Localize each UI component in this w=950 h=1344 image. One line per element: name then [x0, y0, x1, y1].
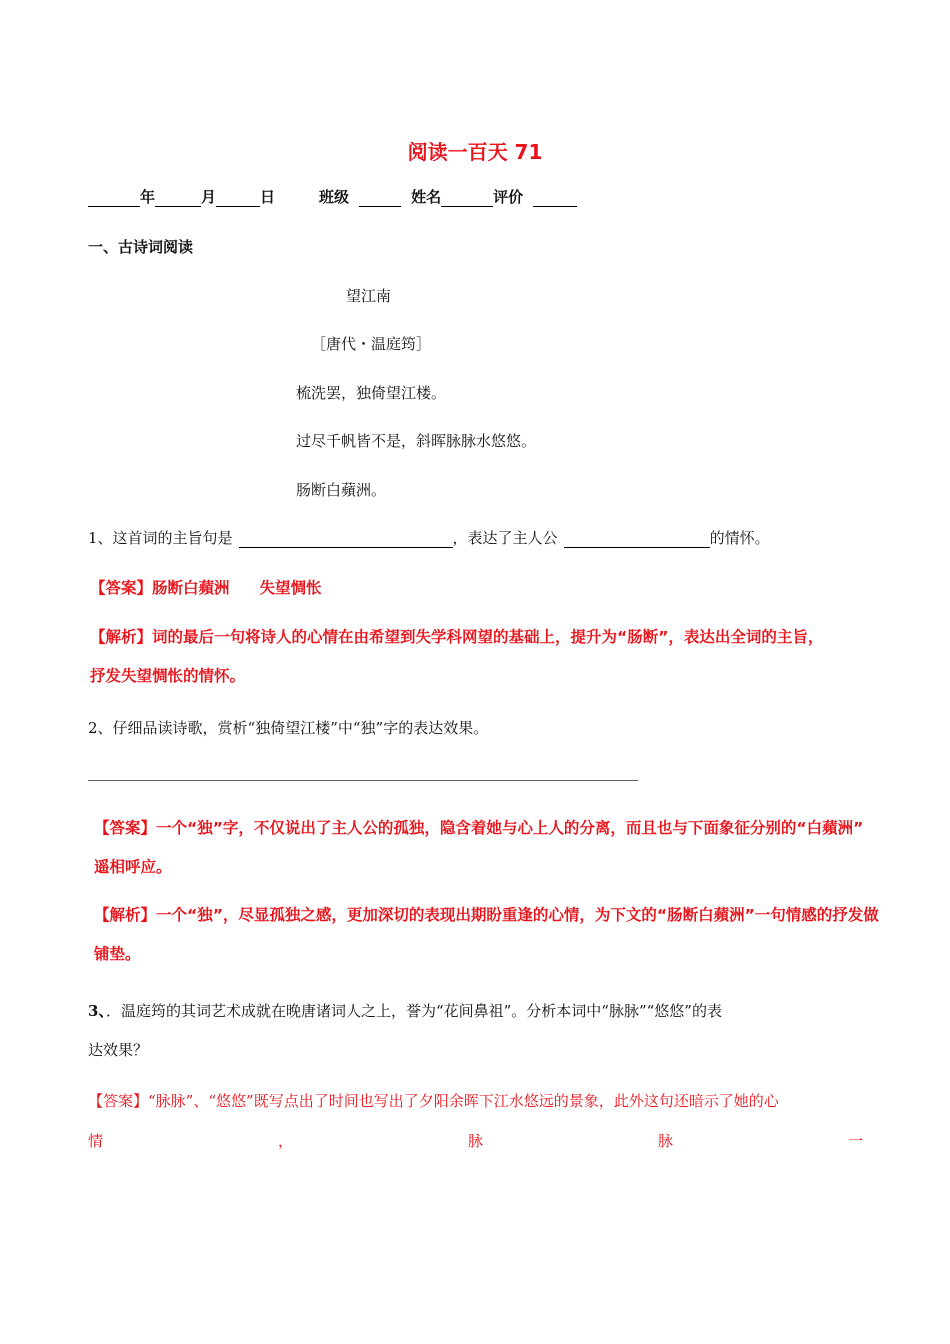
poem-line: 过尽千帆皆不是，斜晖脉脉水悠悠。 [296, 432, 537, 450]
analysis-tag: 【解析】 [94, 906, 157, 924]
q3-answer [88, 1090, 779, 1111]
q3-answer-word: 脉 [657, 1132, 673, 1150]
day-label: 日 [260, 188, 276, 206]
q3-answer-word: 一 [847, 1132, 863, 1150]
answer-tag: 【答案】 [88, 1092, 149, 1110]
question-3-cont: 达效果？ [88, 1041, 149, 1059]
q2-analysis-text: 一个“独”，尽显孤独之感，更加深切的表现出期盼重逢的心情，为下文的“肠断白蘋洲”一句情感的抒发做 [156, 906, 879, 924]
day-blank[interactable] [216, 190, 260, 207]
q3-number: 3、 [88, 1002, 106, 1020]
q3-text: ．温庭筠的其词艺术成就在晚唐诸词人之上，誉为“花间鼻祖”。分析本词中“脉脉”“悠悠”的表 [105, 1002, 722, 1020]
q1-text: ，表达了主人公 [452, 529, 558, 547]
q2-answer [94, 816, 863, 838]
question-2: 2、仔细品读诗歌，赏析“独倚望江楼”中“独”字的表达效果。 [88, 719, 489, 737]
poem-line: 肠断白蘋洲。 [296, 481, 387, 499]
poem-author: ［唐代・温庭筠］ [311, 335, 432, 353]
name-label: 姓名 [411, 188, 442, 206]
q3-answer-word: ， [277, 1132, 293, 1150]
q3-answer-cont [88, 1130, 863, 1151]
section-heading: 一、古诗词阅读 [88, 238, 194, 256]
q1-answer-a: 肠断白蘋洲 [152, 579, 230, 597]
year-label: 年 [140, 188, 156, 206]
class-blank[interactable] [359, 190, 401, 207]
q2-answer-cont: 遥相呼应。 [94, 858, 172, 876]
poem-line: 梳洗罢，独倚望江楼。 [296, 384, 447, 402]
q1-text: 的情怀。 [709, 529, 770, 547]
poem-title: 望江南 [346, 287, 392, 305]
q1-text: 1、这首词的主旨句是 [88, 529, 233, 547]
q1-blank-theme[interactable] [239, 531, 453, 548]
q2-answer-text: 一个“独”字，不仅说出了主人公的孤独，隐含着她与心上人的分离，而且也与下面象征分别的“白蘋洲” [156, 819, 864, 837]
name-blank[interactable] [441, 190, 493, 207]
q2-answer-line[interactable] [88, 780, 638, 781]
class-label: 班级 [319, 188, 350, 206]
answer-tag: 【答案】 [90, 579, 153, 597]
page-title: 阅读一百天 71 [407, 140, 543, 164]
q3-answer-word: 脉 [467, 1132, 483, 1150]
student-info-row [88, 186, 577, 207]
eval-label: 评价 [493, 188, 524, 206]
question-1 [88, 527, 770, 548]
question-3 [88, 1000, 722, 1021]
q3-answer-text: “脉脉”、“悠悠”既写点出了时间也写出了夕阳余晖下江水悠远的景象，此外这句还暗示了她的心 [148, 1092, 779, 1110]
q1-analysis [90, 625, 823, 647]
q1-analysis-cont: 抒发失望惆怅的情怀。 [90, 667, 246, 685]
answer-tag: 【答案】 [94, 819, 157, 837]
q2-analysis-cont: 铺垫。 [94, 945, 141, 963]
q1-answer-b: 失望惆怅 [259, 579, 322, 597]
month-label: 月 [201, 188, 217, 206]
q3-answer-word: 情 [88, 1132, 104, 1150]
eval-blank[interactable] [533, 190, 577, 207]
q2-analysis [94, 903, 879, 925]
year-blank[interactable] [88, 190, 140, 207]
q1-answer [90, 576, 322, 598]
analysis-tag: 【解析】 [90, 628, 153, 646]
q1-blank-feeling[interactable] [564, 531, 710, 548]
q1-analysis-text: 词的最后一句将诗人的心情在由希望到失学科网望的基础上，提升为“肠断”，表达出全词的主旨， [152, 628, 824, 646]
month-blank[interactable] [155, 190, 201, 207]
